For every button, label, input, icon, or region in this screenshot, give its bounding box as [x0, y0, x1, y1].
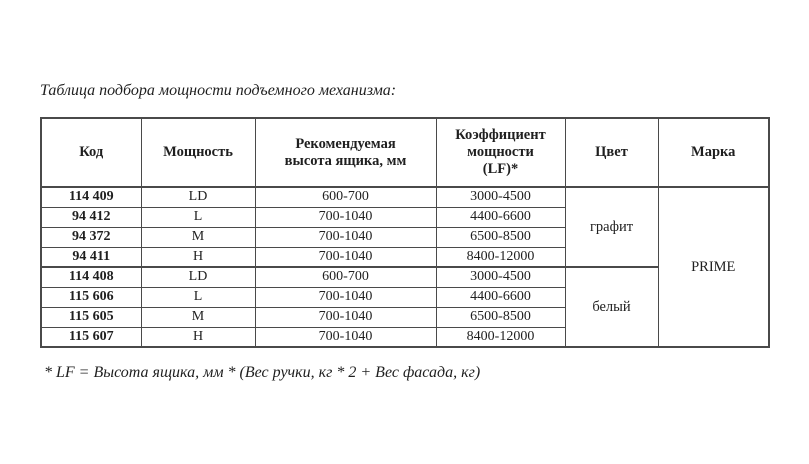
- cell-height: 700-1040: [255, 227, 436, 247]
- cell-code: 114 408: [41, 267, 141, 287]
- cell-lf: 6500-8500: [436, 227, 565, 247]
- cell-lf: 3000-4500: [436, 267, 565, 287]
- cell-height: 700-1040: [255, 287, 436, 307]
- cell-code: 114 409: [41, 187, 141, 207]
- header-power: Мощность: [141, 118, 255, 187]
- cell-lf: 8400-12000: [436, 327, 565, 347]
- table-row: [41, 187, 769, 207]
- cell-power: LD: [141, 267, 255, 287]
- header-height: Рекомендуемая высота ящика, мм: [255, 118, 436, 187]
- cell-code: 115 605: [41, 307, 141, 327]
- cell-height: 600-700: [255, 267, 436, 287]
- cell-power: LD: [141, 187, 255, 207]
- cell-height: 700-1040: [255, 307, 436, 327]
- cell-height: 700-1040: [255, 327, 436, 347]
- cell-power: H: [141, 247, 255, 267]
- cell-color-graphite: графит: [565, 187, 658, 267]
- header-code: Код: [41, 118, 141, 187]
- cell-height: 700-1040: [255, 247, 436, 267]
- header-color: Цвет: [565, 118, 658, 187]
- lf-formula-footnote: * LF = Высота ящика, мм * (Вес ручки, кг * 2 + Вес фасада, кг): [44, 364, 481, 381]
- cell-lf: 3000-4500: [436, 187, 565, 207]
- header-row: [41, 118, 769, 187]
- cell-lf: 4400-6600: [436, 207, 565, 227]
- cell-power: H: [141, 327, 255, 347]
- cell-power: M: [141, 227, 255, 247]
- header-brand: Марка: [658, 118, 769, 187]
- cell-lf: 6500-8500: [436, 307, 565, 327]
- cell-code: 115 607: [41, 327, 141, 347]
- header-lf: Коэффициент мощности (LF)*: [436, 118, 565, 187]
- cell-height: 600-700: [255, 187, 436, 207]
- cell-brand-prime: PRIME: [658, 187, 769, 347]
- cell-power: L: [141, 287, 255, 307]
- page-title: Таблица подбора мощности подъемного механизма:: [40, 82, 397, 99]
- cell-height: 700-1040: [255, 207, 436, 227]
- cell-lf: 4400-6600: [436, 287, 565, 307]
- cell-power: M: [141, 307, 255, 327]
- cell-lf: 8400-12000: [436, 247, 565, 267]
- cell-code: 94 412: [41, 207, 141, 227]
- cell-power: L: [141, 207, 255, 227]
- cell-code: 94 372: [41, 227, 141, 247]
- cell-code: 94 411: [41, 247, 141, 267]
- cell-color-white: белый: [565, 267, 658, 347]
- cell-code: 115 606: [41, 287, 141, 307]
- power-selection-table: [40, 117, 770, 348]
